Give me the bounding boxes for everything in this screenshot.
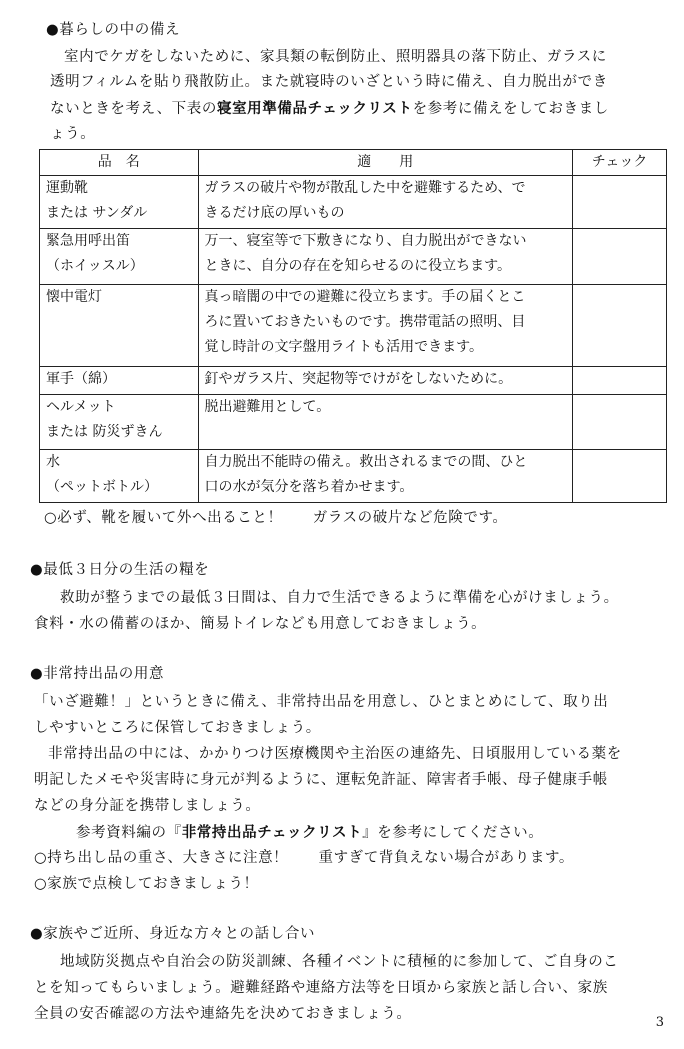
item-desc: 万一、寝室等で下敷きになり、自力脱出ができない [204,233,527,250]
paragraph-line: 救助が整うまでの最低３日間は、自力で生活できるように準備を心がけましょう。 [60,590,619,606]
table-row [40,395,667,450]
item-name: 緊急用呼出笛 [46,233,130,250]
item-desc: ときに、自分の存在を知らせるのに役立ちます。 [204,258,511,275]
paragraph-line: 透明フィルムを貼り飛散防止。また就寝時のいざという時に備え、自力脱出ができ [50,74,608,90]
paragraph-line: ○持ち出し品の重さ、大きさに注意！ 重すぎて背負えない場合があります。 [34,850,575,866]
item-desc: 自力脱出不能時の備え。救出されるまでの間、ひと [204,454,528,471]
table-row [40,450,667,503]
paragraph-line: 非常持出品の中には、かかりつけ医療機関や主治医の連絡先、日頃服用している薬を [48,746,622,762]
paragraph-line: ○家族で点検しておきましょう！ [34,876,259,892]
check-cell[interactable] [573,285,667,366]
paragraph-line: ょう。 [50,126,96,142]
section-heading-emergency-kit: ●非常持出品の用意 [30,666,165,682]
paragraph-text: を参考に備えをしておきまし [412,101,609,117]
item-name: ヘルメット [46,399,116,416]
paragraph-line: 食料・水の備蓄のほか、簡易トイレなども用意しておきましょう。 [34,616,487,632]
item-name: （ペットボトル） [46,479,158,496]
paragraph-line: 地域防災拠点や自治会の防災訓練、各種イベントに積極的に参加して、ご自身のこ [60,954,619,970]
check-cell[interactable] [573,229,667,285]
paragraph-line: 明記したメモや災害時に身元が判るように、運転免許証、障害者手帳、母子健康手帳 [34,772,608,788]
paragraph-text: 』を参考にしてください。 [362,825,544,841]
item-desc: 覚し時計の文字盤用ライトも活用できます。 [204,339,483,356]
paragraph-line: 全員の安否確認の方法や連絡先を決めておきましょう。 [34,1006,412,1022]
section-heading-preparation: ●暮らしの中の備え [46,22,181,38]
column-header-check: チェック [573,150,667,176]
item-desc: 釘やガラス片、突起物等でけがをしないために。 [204,370,513,387]
item-name-cell [40,176,199,229]
item-desc: ろに置いておきたいものです。携帯電話の照明、目 [204,314,526,331]
item-name: 軍手（綿） [46,370,116,387]
item-name-cell [40,395,199,450]
item-desc-cell [198,285,573,366]
item-desc: ガラスの破片や物が散乱した中を避難するため、で [204,180,526,197]
paragraph-line: 「いざ避難！」というときに備え、非常持出品を用意し、ひとまとめにして、取り出 [34,694,609,710]
paragraph-line: とを知ってもらいましょう。避難経路や連絡方法等を日頃から家族と話し合い、家族 [34,980,608,996]
check-cell[interactable] [573,366,667,394]
item-desc-cell [198,366,573,394]
section-heading-communication: ●家族やご近所、身近な方々との話し合い [30,926,316,942]
item-name-cell [40,450,199,503]
item-name: （ホイッスル） [46,258,144,275]
item-name-cell [40,229,199,285]
paragraph-text: ないときを考え、下表の [50,101,217,117]
paragraph-line [50,96,609,122]
emergency-checklist-emphasis: 非常持出品チェックリスト [181,824,363,841]
paragraph-line: しやすいところに保管しておきましょう。 [34,720,321,736]
bedroom-checklist-table [39,149,667,503]
item-name: または サンダル [46,205,148,222]
item-name-cell [40,366,199,394]
check-cell[interactable] [573,450,667,503]
item-name-cell [40,285,199,366]
paragraph-line: などの身分証を携帯しましょう。 [34,798,261,814]
page-number: 3 [655,1015,664,1030]
bedroom-checklist-emphasis: 寝室用準備品チェックリスト [216,100,413,117]
check-cell[interactable] [573,176,667,229]
item-desc: きるだけ底の厚いもの [204,205,345,222]
item-desc: 脱出避難用として。 [204,399,331,416]
item-desc: 真っ暗闇の中での避難に役立ちます。手の届くとこ [204,289,526,306]
section-heading-supplies: ●最低３日分の生活の糧を [30,562,210,578]
paragraph-text: 参考資料編の『 [76,825,182,841]
paragraph-line: 室内でケガをしないために、家具類の転倒防止、照明器具の落下防止、ガラスに [64,49,607,65]
column-header-item: 品 名 [40,150,199,176]
item-desc-cell [198,450,573,503]
item-name: 水 [46,454,60,471]
item-name: 懐中電灯 [46,289,102,306]
item-desc-cell [198,229,573,285]
item-name: 運動靴 [46,180,88,197]
column-header-usage: 適 用 [198,150,573,176]
table-row [40,176,667,229]
check-cell[interactable] [573,395,667,450]
table-header-row [40,150,667,176]
table-row [40,229,667,285]
table-row [40,366,667,394]
item-desc: 口の水が気分を落ち着かせます。 [204,479,414,496]
table-row [40,285,667,366]
item-desc-cell [198,176,573,229]
item-desc-cell [198,395,573,450]
table-note: ○必ず、靴を履いて外へ出ること！ ガラスの破片など危険です。 [44,510,508,526]
paragraph-line [76,820,543,846]
item-name: または 防災ずきん [46,424,163,441]
